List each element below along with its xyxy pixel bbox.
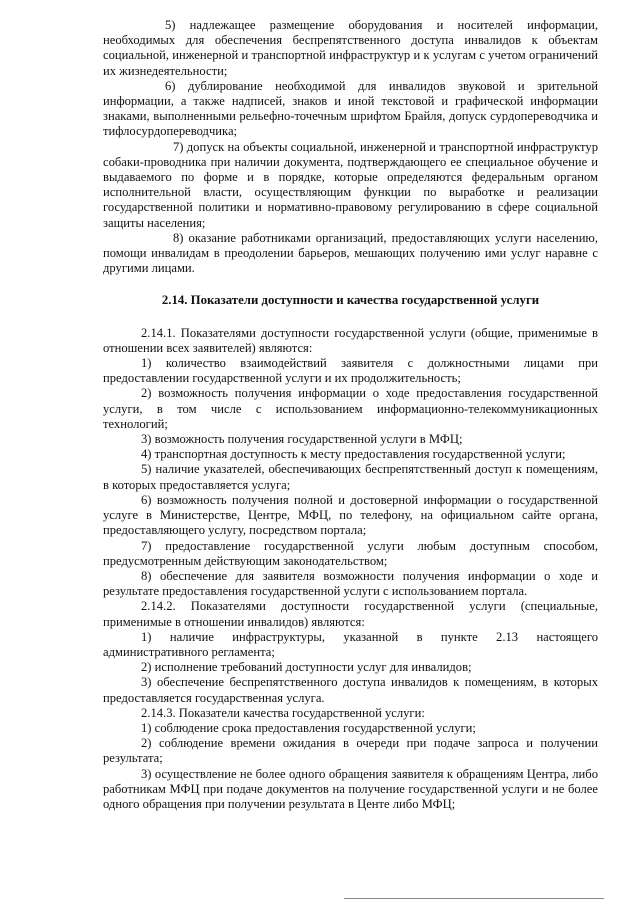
paragraph: 8) оказание работниками организаций, предоставляющих услуги населению, помощи инвалидам в преодолении барьеров, мешающих получению ими услуг наравне с другими лицами. xyxy=(103,230,598,276)
paragraph: 2) возможность получения информации о ходе предоставления государственной услуги, в том числе с использованием информационно-телекоммуникационных технологий; xyxy=(103,386,598,431)
section-heading: 2.14. Показатели доступности и качества государственной услуги xyxy=(161,293,540,308)
footer-divider xyxy=(344,898,604,899)
paragraph: 3) осуществление не более одного обращения заявителя к обращениям Центра, либо работникам МФЦ при подаче документов на получение государственной услуги и не более одного обращения при получении результата в Центе либо МФЦ; xyxy=(103,766,598,811)
paragraph: 5) наличие указателей, обеспечивающих беспрепятственный доступ к помещениям, в которых предоставляется услуга; xyxy=(103,462,598,492)
paragraph: 6) дублирование необходимой для инвалидов звуковой и зрительной информации, а также надписей, знаков и иной текстовой и графической информации знаками, выполненными рельефно-точечным шрифтом Брайля, допуск сурдопереводчика и тифлосурдопереводчика; xyxy=(103,78,598,139)
paragraph: 8) обеспечение для заявителя возможности получения информации о ходе и результате предоставления государственной услуги с использованием портала. xyxy=(103,568,598,599)
paragraph: 2.14.2. Показателями доступности государственной услуги (специальные, применимые в отношении инвалидов) являются: xyxy=(103,599,598,629)
paragraph: 2.14.1. Показателями доступности государственной услуги (общие, применимые в отношении всех заявителей) являются: xyxy=(103,325,598,355)
paragraph: 3) возможность получения государственной услуги в МФЦ; xyxy=(141,432,463,447)
paragraph: 1) наличие инфраструктуры, указанной в пункте 2.13 настоящего административного регламента; xyxy=(103,629,598,659)
paragraph: 1) количество взаимодействий заявителя с должностными лицами при предоставлении государственной услуги и их продолжительность; xyxy=(103,356,598,386)
paragraph: 2) исполнение требований доступности услуг для инвалидов; xyxy=(141,660,472,675)
paragraph: 6) возможность получения полной и достоверной информации о государственной услуге в Министерстве, Центре, МФЦ, по телефону, на официальном сайте органа, предоставляющего услугу, посредством портала; xyxy=(103,492,598,538)
paragraph: 7) предоставление государственной услуги любым доступным способом, предусмотренным действующим законодательством; xyxy=(103,538,598,568)
paragraph: 1) соблюдение срока предоставления государственной услуги; xyxy=(141,720,476,735)
paragraph: 2.14.3. Показатели качества государственной услуги: xyxy=(141,705,425,720)
paragraph: 3) обеспечение беспрепятственного доступа инвалидов к помещениям, в которых предоставляется государственная услуга. xyxy=(103,675,598,705)
paragraph: 4) транспортная доступность к месту предоставления государственной услуги; xyxy=(141,447,566,462)
paragraph: 2) соблюдение времени ожидания в очереди при подаче запроса и получении результата; xyxy=(103,736,598,766)
paragraph: 7) допуск на объекты социальной, инженерной и транспортной инфраструктур собаки-проводника при наличии документа, подтверждающего ее специальное обучение и выдаваемого по форме и в порядке, которые определяются федеральным органом исполнительной власти, осуществляющим функции по выработке и реализации государственной политики и нормативно-правовому регулированию в сфере социальной защиты населения; xyxy=(103,139,598,230)
paragraph: 5) надлежащее размещение оборудования и носителей информации, необходимых для обеспечения беспрепятственного доступа инвалидов к объектам социальной, инженерной и транспортной инфраструктур и к услугам с учетом ограничений их жизнедеятельности; xyxy=(103,18,598,78)
